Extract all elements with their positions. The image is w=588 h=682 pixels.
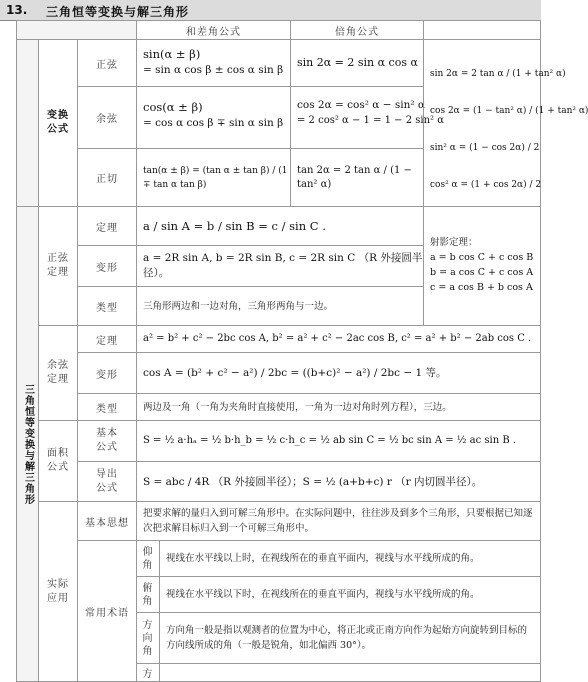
common-terms-label: 常用术语 <box>77 540 137 682</box>
cosine-theorem-def-label: 定理 <box>77 325 137 353</box>
page-title: 三角恒等变换与解三角形 <box>46 5 190 19</box>
cosine-double-formula: cos 2α = cos² α − sin² α = 2 cos² α − 1 = 1 − 2 sin² α <box>290 86 424 149</box>
cosine-theorem-variant-label: 变形 <box>77 352 137 394</box>
formula-sin2a-tan: sin 2α = 2 tan α / (1 + tan² α) <box>430 69 566 79</box>
sine-theorem-formula: a / sin A = b / sin B = c / sin C . <box>136 206 424 246</box>
row-label-cosine: 余弦 <box>77 86 137 149</box>
term-direction-angle-desc: 方向角一般是指以观测者的位置为中心，将正北或正南方向作为起始方向旋转到目标的方向线所成的角（一般是锐角，如北偏西 30°）。 <box>159 612 541 664</box>
row-label-tangent: 正切 <box>77 148 137 207</box>
solve-big-label: 三角恒等变换与解三角形 <box>16 206 39 682</box>
application-label: 实际应用 <box>38 501 78 682</box>
cosine-theorem-formula: a² = b² + c² − 2bc cos A, b² = a² + c² − 2ac cos B, c² = a² + b² − 2ab cos C . <box>136 325 541 353</box>
projection-theorem <box>423 206 541 326</box>
tangent-double-formula: tan 2α = 2 tan α / (1 − tan² α) <box>290 148 424 207</box>
title-number: 13. <box>6 3 28 17</box>
sine-theorem-type: 三角形两边和一边对角，三角形两角与一边。 <box>136 286 424 326</box>
cosine-theorem-type: 两边及一角（一角为夹角时直接使用，一角为一边对角时列方程），三边。 <box>136 393 541 421</box>
header-blank <box>16 20 137 40</box>
area-formula-label: 面积公式 <box>38 420 78 502</box>
term-depression-angle-desc: 视线在水平线以下时，在视线所在的垂直平面内，视线与水平线所成的角。 <box>159 576 541 613</box>
basic-idea-text: 把要求解的量归入到可解三角形中。在实际问题中，往往涉及到多个三角形，只要根据已知逐次把求解目标归入到一个可解三角形中。 <box>136 501 541 541</box>
term-next-label: 方 <box>136 663 160 682</box>
area-basic-formula: S = ½ a·hₐ = ½ b·h_b = ½ c·h_c = ½ ab sin C = ½ bc sin A = ½ ac sin B . <box>136 420 541 462</box>
projection-b: b = a cos C + c cos A <box>430 267 534 278</box>
sine-theorem-type-label: 类型 <box>77 286 137 326</box>
formula-sin-sq: sin² α = (1 − cos 2α) / 2 <box>430 143 540 153</box>
term-elevation-angle-label: 仰角 <box>136 540 160 577</box>
sine-theorem-label: 正弦定理 <box>38 206 78 326</box>
tangent-sum-formula: tan(α ± β) = (tan α ± tan β) / (1 ∓ tan α tan β) <box>136 148 291 207</box>
projection-title: 射影定理： <box>430 237 478 248</box>
term-depression-angle-label: 俯角 <box>136 576 160 613</box>
row-label-sine: 正弦 <box>77 39 137 87</box>
cosine-sum-formula: cos(α ± β) = cos α cos β ∓ sin α sin β <box>136 86 291 149</box>
sine-double-formula: sin 2α = 2 sin α cos α <box>290 39 424 87</box>
sine-theorem-variant: a = 2R sin A, b = 2R sin B, c = 2R sin C （R 外接圆半径）。 <box>136 245 424 287</box>
area-derived-label: 导出公式 <box>77 461 137 502</box>
half-angle-formulas <box>423 39 588 207</box>
transform-group-label: 变换公式 <box>38 39 78 207</box>
basic-idea-label: 基本思想 <box>77 501 137 541</box>
term-elevation-angle-desc: 视线在水平线以上时，在视线所在的垂直平面内，视线与水平线所成的角。 <box>159 540 541 577</box>
title-bar <box>0 0 541 21</box>
header-double-formula: 倍角公式 <box>290 20 424 40</box>
projection-c: c = a cos B + b cos A <box>430 282 533 293</box>
header-sum-formula: 和差角公式 <box>136 20 291 40</box>
projection-a: a = b cos C + c cos B <box>430 252 534 263</box>
sine-theorem-def-label: 定理 <box>77 206 137 246</box>
area-derived-formula: S = abc / 4R （R 外接圆半径）；S = ½ (a+b+c) r （r 内切圆半径）。 <box>136 461 541 502</box>
cosine-theorem-type-label: 类型 <box>77 393 137 421</box>
sine-theorem-variant-label: 变形 <box>77 245 137 287</box>
sine-sum-formula: sin(α ± β) = sin α cos β ± cos α sin β <box>136 39 291 87</box>
header-right-blank <box>423 20 541 40</box>
cosine-theorem-variant: cos A = (b² + c² − a²) / 2bc = ((b+c)² − a²) / 2bc − 1 等。 <box>136 352 541 394</box>
area-basic-label: 基本公式 <box>77 420 137 462</box>
cosine-theorem-label: 余弦定理 <box>38 325 78 421</box>
term-next-desc <box>159 663 541 682</box>
formula-cos2a-tan: cos 2α = (1 − tan² α) / (1 + tan² α) <box>430 106 588 116</box>
transform-left-strip <box>16 39 39 207</box>
formula-cos-sq: cos² α = (1 + cos 2α) / 2 <box>430 180 542 190</box>
term-direction-angle-label: 方向角 <box>136 612 160 664</box>
